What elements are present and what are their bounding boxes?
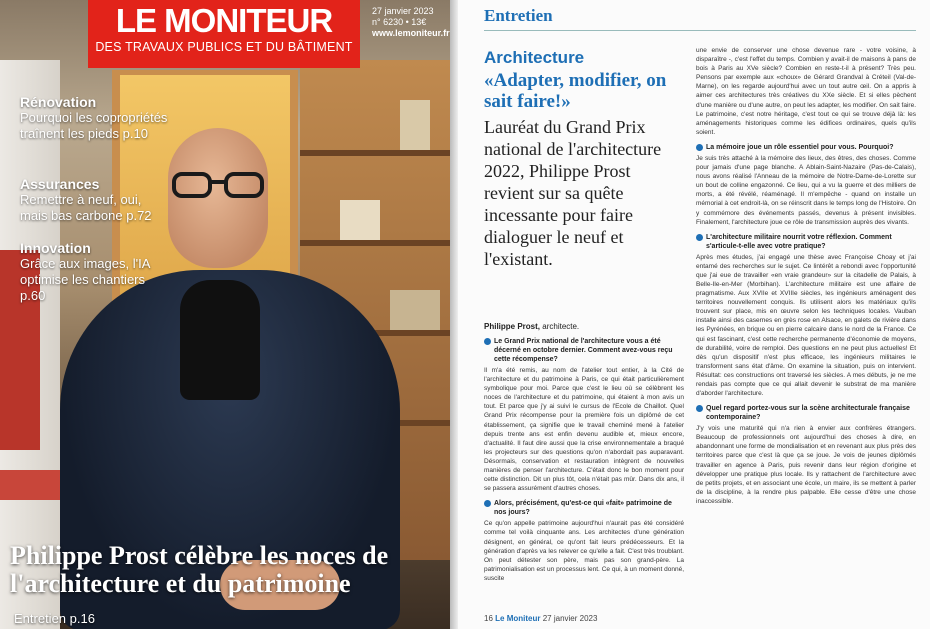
folio-page-number: 16 [484,614,493,623]
interview-question: La mémoire joue un rôle essentiel pour vous. Pourquoi? [696,143,916,152]
interview-answer-continued: une envie de conserver une chose devenue rare - votre voisine, à disparaître -, c'est l'effet du temps. Combien y avait-il de maisons à pans de bois à Paris au XVe siècle? Combien en reste-t-il à présent? Très peu. Pensons par exemple aux «choux» de Gérard Grandval à Créteil (Val-de-Marne), on les regarde aujourd'hui avec un tout autre œil. On a appris à aimer ces architectures très créatives du XXe siècle. Et si elles pèchent d'une manière ou d'une autre, on peut les adapter, les modifier. On sait faire. Le patrimoine, c'est notre héritage, c'est tout ce qui se trouve déjà là: les aménagements historiques comme les édifices ordinaires, quels qu'ils soient. [696,47,917,136]
article-column-2 [696,46,916,506]
cover-teaser [20,176,170,224]
byline-name: Philippe Prost, [484,322,541,331]
cover-teaser [20,240,170,304]
interview-answer: Je suis très attaché à la mémoire des lieux, des êtres, des choses. Comme pour jamais d'une page blanche. A Ablain-Saint-Nazaire (Pas-de-Calais), nous avons réalisé l'Anneau de la mémoire de Notre-Dame-de-Lorette sur un bout de colline engazonné. Ce lieu, qui a vu la guerre et des milliers de morts, a été révélé, réaménagé. Il m'empêche - quand on installe un mémorial à cet endroit-là, on se réinscrit dans le temps long de l'Histoire. On y commémore des événements passés, devenus à présent invisibles. Finalement, l'architecture joue ce rôle de transmission auprès des vivants. [696,154,916,226]
interview-question: Alors, précisément, qu'est-ce qui «fait» patrimoine de nos jours? [484,499,684,517]
section-rubric: Entretien [484,6,553,25]
cover-headline: Philippe Prost célèbre les noces de l'architecture et du patrimoine [10,541,389,598]
article-page [458,0,930,629]
interview-question: L'architecture militaire nourrit votre réflexion. Comment s'articule-t-elle avec votre pratique? [696,233,916,251]
article-column-1 [484,48,684,583]
teaser-text: Pourquoi les copropriétés traînent les pieds p.10 [20,110,168,141]
interview-question: Quel regard portez-vous sur la scène architecturale française contemporaine? [696,404,916,422]
folio-date: 27 janvier 2023 [542,614,598,623]
interview-answer: Ce qu'on appelle patrimoine aujourd'hui n'aurait pas été considéré comme tel voilà cinquante ans. Les architectes d'une génération désignent, en général, ce qu'ont fait leurs prédécesseurs. Et la génération d'après va les relever ce qu'elle a fait. C'est très troublant. On peut détester son père, mais pas son grand-père. La patrimonialisation est un processus lent. Ce qui, à un moment donné, suscite [484,520,684,582]
teaser-category: Assurances [20,176,100,192]
spread-gutter [450,0,458,629]
cover-headline-ref: Entretien p.16 [14,611,95,626]
issue-number: n° 6230 • 13€ [372,17,427,27]
folio-publication: Le Moniteur [495,614,541,623]
issue-website: www.lemoniteur.fr [372,28,450,38]
masthead [88,0,360,68]
article-chapeau: Lauréat du Grand Prix national de l'architecture 2022, Philippe Prost revient sur sa quête incessante pour faire dialoguer le neuf et l'existant. [484,117,662,269]
masthead-title: LE MONITEUR [115,2,333,39]
page-folio [484,614,597,623]
teaser-text: Grâce aux images, l'IA optimise les chantiers p.60 [20,256,150,303]
issue-info [372,6,450,39]
article-kicker: Architecture [484,48,585,67]
article-byline [484,322,684,331]
interview-answer: J'y vois une maturité qui n'a rien à envier aux confrères étrangers. Beaucoup de professionnels ont aujourd'hui des choses à dire, en abandonnant une forme de mondialisation et en revenant aux plus près des territoires parce que c'est là que ça se joue. Je vois de jeunes diplômés travailler en agence à Paris, puis revenir dans leur région d'origine et développer une pratique plus locale. Ils y rattachent de l'architecture avec de petits projets, et en associant une école, un maire, ils se mettent à parler de la discipline, à la rendre plus palpable. Elle cesse d'être une chose inaccessible. [696,425,916,505]
article-title: «Adapter, modifier, on sait faire!» [484,70,667,112]
interview-question: Le Grand Prix national de l'architecture vous a été décerné en octobre dernier. Comment avez-vous reçu cette récompense? [484,337,684,364]
magazine-cover [0,0,450,629]
issue-date: 27 janvier 2023 [372,6,434,16]
byline-role: architecte. [542,322,580,331]
portrait-head [168,128,268,268]
teaser-category: Innovation [20,240,91,256]
portrait-glasses [172,172,266,198]
cover-teaser [20,94,170,142]
portrait-sweater [180,280,260,400]
interview-answer: Après mes études, j'ai engagé une thèse avec Françoise Choay et j'ai entamé des recherches sur le sujet. Ce lintérêt a rebondi avec l'opportunité que j'ai eue de travailler «en vraie grandeur» sur la citadelle de Palais, à Belle-Ile-en-Mer (Morbihan). L'architecture militaire est une affaire de pragmatisme. Aux XVIIe et XVIIIe siècles, les ingénieurs aménagent des territoires nouvellement conquis. Ils utilisent alors les matériaux qu'ils trouvent sur place, mis en œuvre selon les techniques locales. Vauban installe ainsi des casernes en grès rose en Alsace, en galets de rivière dans les Pyrénées, en brique ou en pierre calcaire dans le nord de la France. Ce qui est fascinant, c'est cette recherche permanente d'économie de moyens, de durabilité, voire de remploi. Des questions en ne peut plus actuelles! Et dès qu'un dispositif n'est plus efficace, les ingénieurs militaires le transforment sans état d'âme. On examine la situation, puis on intervient. Résultat: ces constructions ont traversé les siècles. A mes débuts, je ne me rendais pas compte que ce qui allait devenir le substrat de ma manière d'aborder l'architecture. [696,253,916,398]
masthead-subtitle: DES TRAVAUX PUBLICS ET DU BÂTIMENT [95,40,353,54]
teaser-category: Rénovation [20,94,97,110]
teaser-text: Remettre à neuf, oui, mais bas carbone p.72 [20,192,152,223]
interview-answer: Il m'a été remis, au nom de l'atelier tout entier, à la Cité de l'architecture et du patrimoine à Paris, ce qui était particulièrement symbolique pour moi. Parce que c'est le lieu où se célèbrent les noces de l'architecture et du patrimoine, qui étaient à mon avis un tout. Et parce que j'y ai suivi le cursus de l'Ecole de Chaillot. Quel Grand Prix récompense pour la première fois un diplômé de cet établissement, ça signifie que le travail cheminé mené à l'atelier depuis trente ans est enfin devenu audible et, mieux encore, d'actualité. Il faut dire aussi que la crise environnementale a braqué les projecteurs sur des questions qu'on n'abordait pas auparavant. Désormais, conservation et restauration intègrent de nouvelles manières de penser l'architecture. C'était donc le bon moment pour cette distinction. Dit un plus tôt, cela n'était pas mûr. Dans dix ans, il se passera assurément d'autres choses. [484,367,684,493]
header-rule [484,30,916,31]
